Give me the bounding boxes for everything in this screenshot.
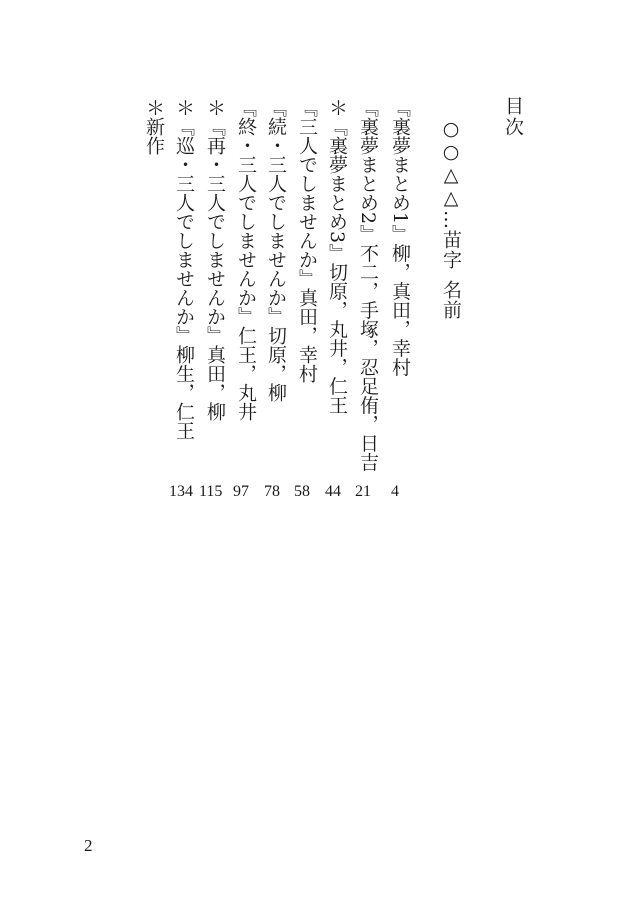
author-given-name: 名前 [440,280,462,320]
toc-entry-title: 『裏夢まとめ1』 [389,98,411,244]
toc-entry-page: 97 [233,483,249,500]
placeholder-marks: ○○△△… [440,118,462,230]
toc-entry-title: 『裏夢まとめ2』 [357,98,379,244]
toc-entry-authors: 切原，柳 [265,326,287,402]
toc-entry-title: ＊『再・三人でしませんか』 [204,98,226,345]
toc-entry-page: 134 [169,483,193,500]
page-number: 2 [84,836,93,855]
toc-entry-authors: 不二，手塚，忍足侑，日吉 [357,243,379,472]
toc-entry-title: ＊『巡・三人でしませんか』 [173,98,195,345]
toc-entry-title: ＊新作 [143,98,165,155]
toc-entry-page: 115 [199,483,223,500]
toc-entry[interactable] [385,98,409,508]
toc-entry[interactable] [200,98,224,508]
toc-entry-title: 『続・三人でしませんか』 [265,98,287,326]
toc-entry-authors: 柳，真田，幸村 [389,243,411,377]
toc-entry-page: 21 [355,483,371,500]
toc-entry-authors: 切原，丸井，仁王 [326,262,348,415]
toc-entry-page: 44 [325,483,341,500]
toc-entry-page: 58 [294,483,310,500]
toc-entry-title: ＊『裏夢まとめ3』 [326,98,348,263]
toc-entry[interactable] [322,98,346,508]
toc-heading: 目次 [502,96,524,138]
toc-entry-title: 『三人でしませんか』 [296,98,318,288]
toc-entry-authors: 真田，幸村 [296,288,318,383]
toc-entry-authors: 真田，柳 [204,345,226,421]
toc-entry[interactable] [231,98,255,508]
author-surname: 苗字 [440,230,462,270]
toc-entry[interactable] [261,98,285,508]
toc-entry-page: 4 [391,483,399,500]
toc-entry[interactable] [139,98,163,508]
toc-entry-authors: 柳生，仁王 [173,345,195,440]
toc-entry-page: 78 [264,483,280,500]
toc-entry[interactable] [169,98,193,508]
toc-entry-title: 『終・三人でしませんか』 [235,98,257,326]
author-name-line [441,118,460,320]
toc-entry[interactable] [292,98,316,508]
toc-entry[interactable] [353,98,377,508]
toc-entry-authors: 仁王，丸井 [235,326,257,421]
